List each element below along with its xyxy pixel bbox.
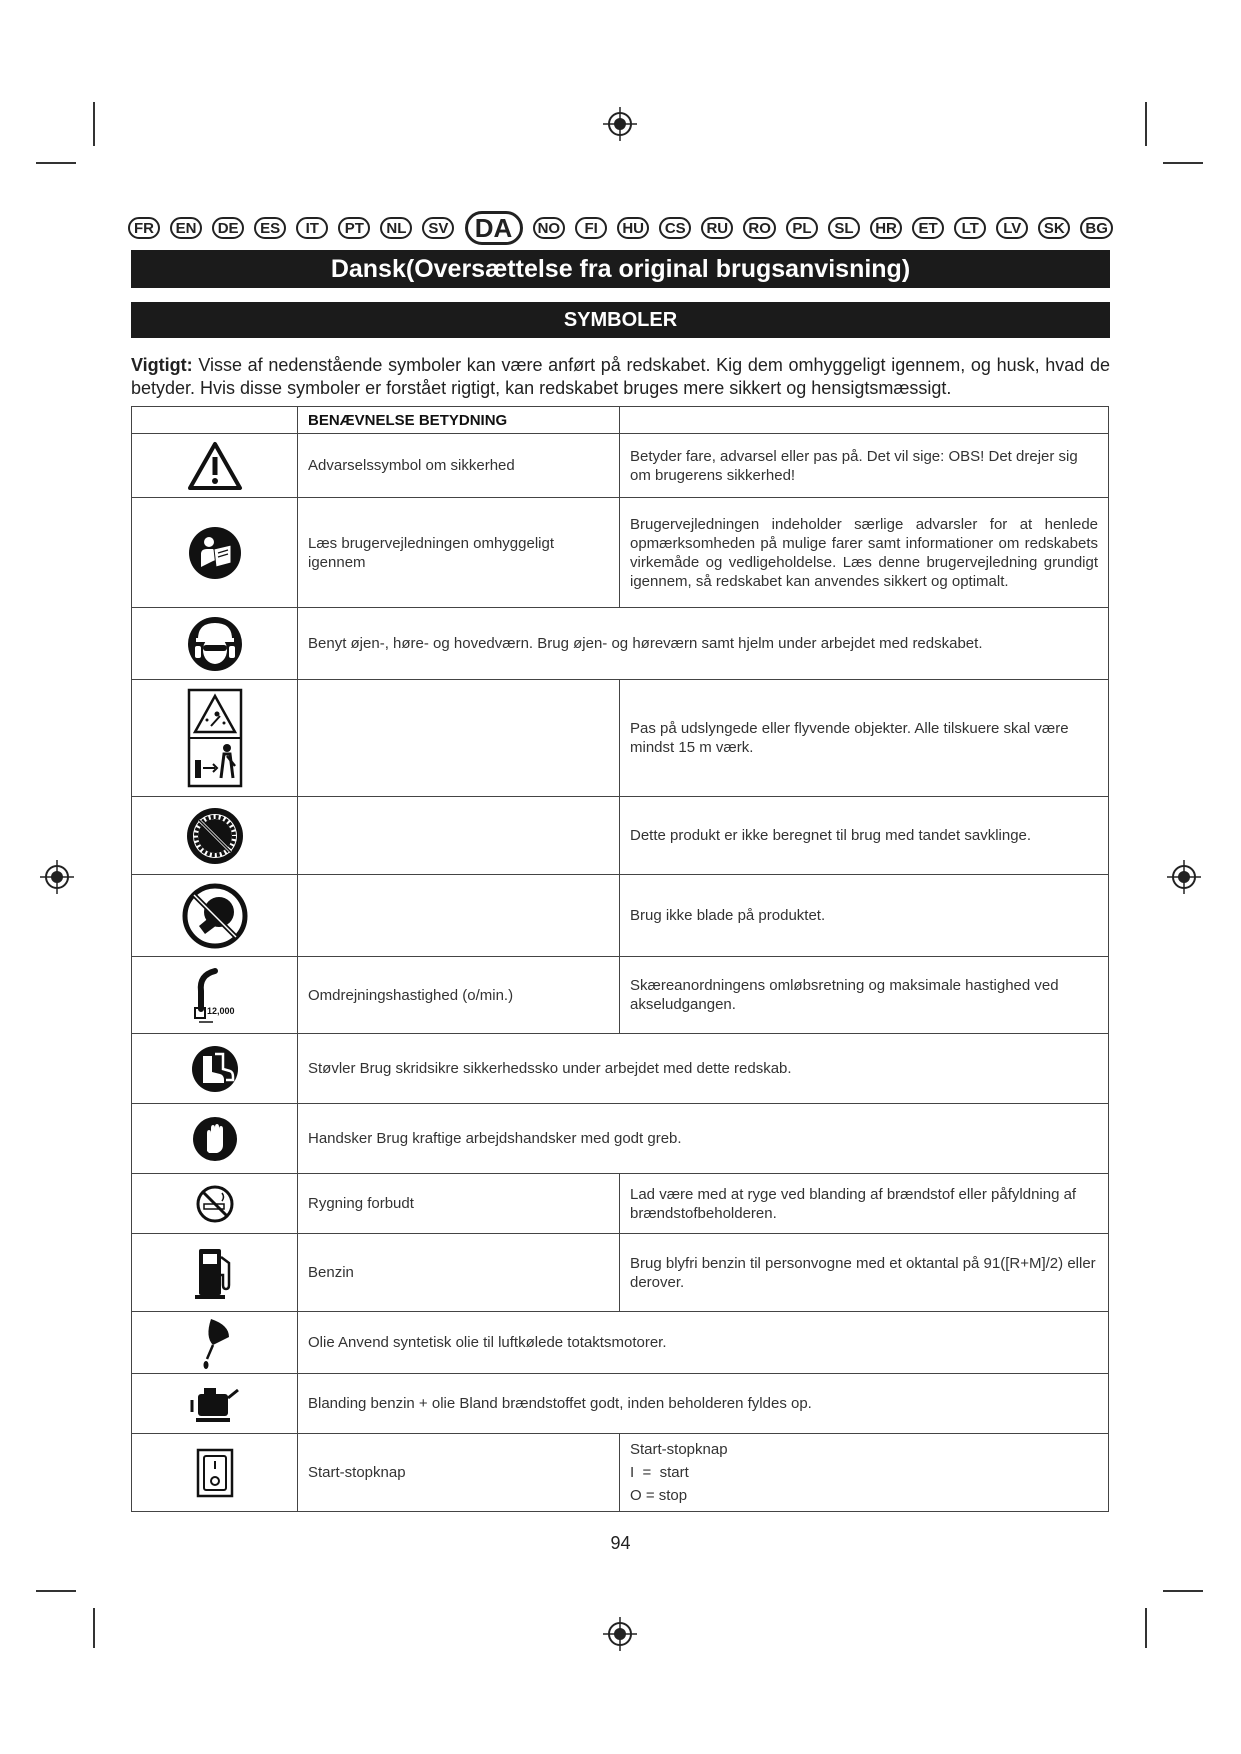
- symbol-full-description: Handsker Brug kraftige arbejdshandsker med godt greb.: [298, 1104, 1109, 1174]
- language-tab-cs[interactable]: CS: [659, 217, 691, 239]
- symbol-meaning: [620, 1434, 1109, 1512]
- table-row: [132, 1312, 1109, 1374]
- crop-mark: [93, 1608, 95, 1648]
- language-tab-hu[interactable]: HU: [617, 217, 649, 239]
- language-tab-de[interactable]: DE: [212, 217, 244, 239]
- rotation-speed-label: 12,000: [206, 1006, 235, 1016]
- flying-objects-distance-icon: [187, 688, 243, 788]
- symbol-cell: [132, 608, 298, 680]
- language-tab-lv[interactable]: LV: [996, 217, 1028, 239]
- symbol-name: Benzin: [298, 1234, 620, 1312]
- oil-drop-icon: [195, 1315, 235, 1371]
- on-off-switch-icon: [195, 1447, 235, 1499]
- symbol-name: [298, 875, 620, 957]
- symbol-cell: [132, 1034, 298, 1104]
- table-row: [132, 957, 1109, 1034]
- language-tab-it[interactable]: IT: [296, 217, 328, 239]
- section-title: SYMBOLER: [131, 302, 1110, 338]
- crop-mark: [1145, 102, 1147, 146]
- no-blade-icon: [181, 882, 249, 950]
- symbol-name: Læs brugervejledningen omhyggeligt igennem: [298, 498, 620, 608]
- safety-boots-icon: [190, 1044, 240, 1094]
- language-tab-sk[interactable]: SK: [1038, 217, 1070, 239]
- symbol-cell: [132, 1434, 298, 1512]
- language-tab-fi[interactable]: FI: [575, 217, 607, 239]
- table-row: [132, 1034, 1109, 1104]
- table-row: [132, 797, 1109, 875]
- language-tab-pl[interactable]: PL: [786, 217, 818, 239]
- crop-mark: [1163, 1590, 1203, 1592]
- rotation-speed-icon: [185, 965, 245, 1025]
- symbol-name: Advarselssymbol om sikkerhed: [298, 434, 620, 498]
- switch-meaning-line: I = start: [630, 1464, 689, 1481]
- symbol-name: [298, 797, 620, 875]
- symbol-name: Omdrejningshastighed (o/min.): [298, 957, 620, 1034]
- registration-mark-icon: [40, 860, 74, 894]
- language-tab-nl[interactable]: NL: [380, 217, 412, 239]
- symbol-meaning: Lad være med at ryge ved blanding af brændstof eller påfyldning af brændstofbeholderen.: [620, 1174, 1109, 1234]
- switch-meaning-line: Start-stopknap: [630, 1441, 728, 1458]
- language-tab-ro[interactable]: RO: [743, 217, 776, 239]
- table-header-label: BENÆVNELSE BETYDNING: [298, 407, 620, 434]
- symbol-meaning: Dette produkt er ikke beregnet til brug med tandet savklinge.: [620, 797, 1109, 875]
- language-tab-da[interactable]: DA: [465, 211, 523, 245]
- symbol-cell: [132, 1174, 298, 1234]
- symbol-meaning: Skæreanordningens omløbsretning og maksimale hastighed ved akseludgangen.: [620, 957, 1109, 1034]
- symbol-meaning: Betyder fare, advarsel eller pas på. Det vil sige: OBS! Det drejer sig om brugerens sikkerhed!: [620, 434, 1109, 498]
- symbol-full-description: Blanding benzin + olie Bland brændstoffet godt, inden beholderen fyldes op.: [298, 1374, 1109, 1434]
- symbol-name: [298, 680, 620, 797]
- language-tab-sl[interactable]: SL: [828, 217, 860, 239]
- symbol-cell: [132, 1312, 298, 1374]
- intro-paragraph: [131, 354, 1110, 400]
- language-tab-bg[interactable]: BG: [1080, 217, 1113, 239]
- language-tab-no[interactable]: NO: [533, 217, 566, 239]
- symbol-full-description: Olie Anvend syntetisk olie til luftkølede totaktsmotorer.: [298, 1312, 1109, 1374]
- language-tab-pt[interactable]: PT: [338, 217, 370, 239]
- warning-triangle-icon: [187, 440, 243, 492]
- symbol-cell: [132, 1374, 298, 1434]
- page-title: Dansk(Oversættelse fra original brugsanvisning): [131, 250, 1110, 288]
- registration-mark-icon: [603, 1617, 637, 1651]
- crop-mark: [36, 162, 76, 164]
- symbol-meaning: Brug blyfri benzin til personvogne med et oktantal på 91([R+M]/2) eller derover.: [620, 1234, 1109, 1312]
- table-row: [132, 875, 1109, 957]
- symbols-table: [131, 406, 1109, 1512]
- symbol-meaning: Pas på udslyngede eller flyvende objekter. Alle tilskuere skal være mindst 15 m værk.: [620, 680, 1109, 797]
- table-row: [132, 680, 1109, 797]
- intro-text: Visse af nedenstående symboler kan være anført på redskabet. Kig dem omhyggeligt igennem, og husk, hvad de betyder. Hvis disse symboler er forstået rigtigt, kan redskabet bruges mere sikkert og hensigtsmæssigt.: [131, 355, 1110, 398]
- language-tab-fr[interactable]: FR: [128, 217, 160, 239]
- crop-mark: [1145, 1608, 1147, 1648]
- language-tab-lt[interactable]: LT: [954, 217, 986, 239]
- table-header-icon-cell: [132, 407, 298, 434]
- protective-gear-icon: [186, 615, 244, 673]
- table-row: [132, 498, 1109, 608]
- symbol-meaning: Brugervejledningen indeholder særlige advarsler for at henlede opmærksomheden på mulige farer samt informationer om redskabets virkemåde og vedligeholdelse. Læs denne brugervejledning grundigt igennem, så redskabet kan anvendes sikkert og optimalt.: [620, 498, 1109, 608]
- symbol-cell: [132, 498, 298, 608]
- symbol-cell: [132, 434, 298, 498]
- table-row: [132, 434, 1109, 498]
- crop-mark: [1163, 162, 1203, 164]
- no-smoking-icon: [195, 1184, 235, 1224]
- symbol-cell: [132, 1104, 298, 1174]
- intro-lead: Vigtigt:: [131, 355, 193, 375]
- no-saw-blade-icon: [185, 806, 245, 866]
- table-row: [132, 1174, 1109, 1234]
- symbol-meaning: Brug ikke blade på produktet.: [620, 875, 1109, 957]
- language-tab-en[interactable]: EN: [170, 217, 202, 239]
- symbol-full-description: Benyt øjen-, høre- og hovedværn. Brug øjen- og høreværn samt hjelm under arbejdet med redskabet.: [298, 608, 1109, 680]
- symbol-cell: [132, 875, 298, 957]
- registration-mark-icon: [1167, 860, 1201, 894]
- language-tab-hr[interactable]: HR: [870, 217, 902, 239]
- table-row: [132, 1374, 1109, 1434]
- table-row: [132, 608, 1109, 680]
- language-tab-sv[interactable]: SV: [422, 217, 454, 239]
- language-bar: [128, 208, 1113, 248]
- symbol-cell: [132, 680, 298, 797]
- symbol-cell: [132, 797, 298, 875]
- language-tab-et[interactable]: ET: [912, 217, 944, 239]
- table-row: [132, 1104, 1109, 1174]
- switch-meaning-line: O = stop: [630, 1487, 688, 1504]
- table-header-empty-cell: [620, 407, 1109, 434]
- table-row: [132, 1234, 1109, 1312]
- page-number: 94: [610, 1533, 631, 1553]
- gloves-icon: [191, 1115, 239, 1163]
- fuel-pump-icon: [193, 1245, 237, 1301]
- crop-mark: [93, 102, 95, 146]
- table-header-row: [132, 407, 1109, 434]
- read-manual-icon: [187, 525, 243, 581]
- symbol-cell: [132, 1234, 298, 1312]
- language-tab-ru[interactable]: RU: [701, 217, 733, 239]
- symbol-name: Start-stopknap: [298, 1434, 620, 1512]
- symbol-name: Rygning forbudt: [298, 1174, 620, 1234]
- fuel-mix-can-icon: [188, 1382, 242, 1426]
- table-row: [132, 1434, 1109, 1512]
- symbol-cell: [132, 957, 298, 1034]
- crop-mark: [36, 1590, 76, 1592]
- registration-mark-icon: [603, 107, 637, 141]
- language-tab-es[interactable]: ES: [254, 217, 286, 239]
- symbol-full-description: Støvler Brug skridsikre sikkerhedssko under arbejdet med dette redskab.: [298, 1034, 1109, 1104]
